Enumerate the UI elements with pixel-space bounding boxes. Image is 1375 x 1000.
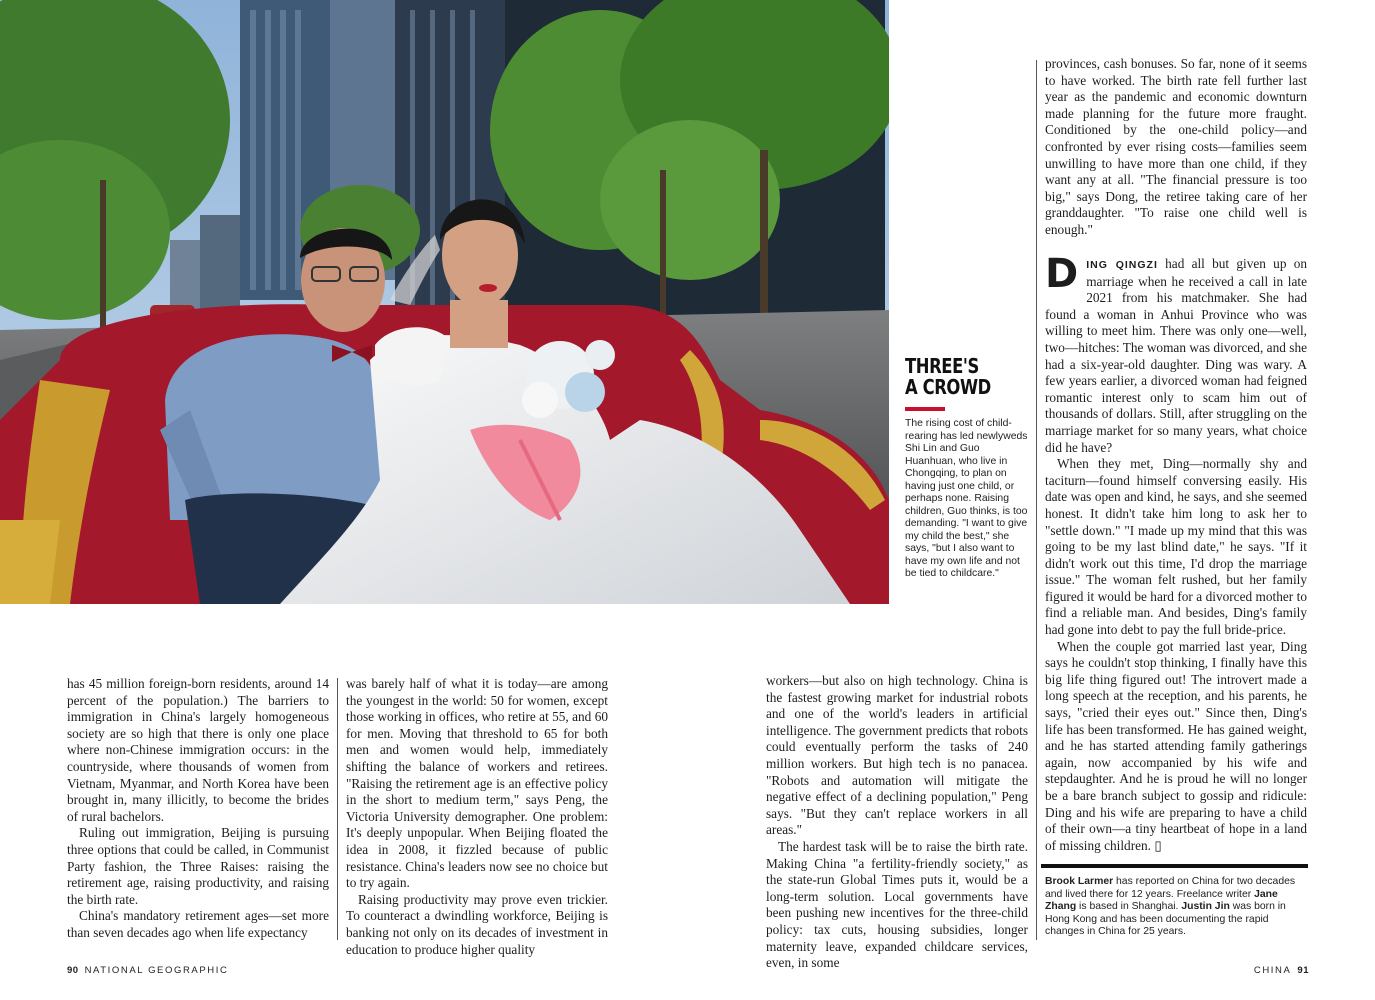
paragraph: The hardest task will be to raise the birth rate. Making China "a fertility-friendly society," as the state-run Global Times puts it, would be a long-term solution. Local governments have been pushing new incentives for the three-child policy: tax cuts, housing subsidies, longer maternity leave, expanded childcare services, even, in some: [766, 838, 1028, 971]
paragraph: Raising productivity may prove even trickier. To counteract a dwindling workforce, Beijing is banking not only on its decades of investment in education to produce higher quality: [346, 891, 608, 957]
caption-text: The rising cost of child-rearing has led newlyweds Shi Lin and Guo Huanhuan, who live in Chongqing, to plan on having just one child, or perhaps none. Raising children, Guo thinks, is too demanding. "I want to give my child the best," she says, "but I also want to have my own life and not be tied to childcare.": [905, 418, 1028, 579]
article-column-1: [67, 676, 329, 942]
page-number-right: 91: [1297, 965, 1309, 976]
magazine-name: NATIONAL GEOGRAPHIC: [84, 965, 229, 976]
paragraph: was barely half of what it is today—are among the youngest in the world: 50 for women, except those working in offices, who retire at 55, and 60 for men. Moving that threshold to 65 for both men and women would help, immediately shifting the balance of workers and retirees. "Raising the retirement age is an effective policy in the short to medium term," says Peng, the Victoria University demographer. One problem: It's deeply unpopular. When Beijing floated the idea in 2008, it fizzled because of public resistance. China's leaders now see no choice but to try again.: [346, 676, 608, 891]
caption-title: [905, 356, 995, 398]
footer-left: [67, 965, 228, 976]
wedding-carriage-photo: [0, 0, 889, 604]
bio-text: is based in Shanghai.: [1076, 901, 1182, 913]
paragraph-with-drop-cap: [1045, 251, 1308, 456]
bio-text: has reported on China for two decades and lived there for 12 years. Freelance writer: [1045, 876, 1296, 900]
feature-photo: [0, 0, 889, 604]
caption-accent-bar: [905, 407, 945, 411]
paragraph-text: had all but given up on marriage when he received a call in late 2021 from his matchmaker. She had found a woman in Anhui Province who was willing to meet him. There was only one—well, two—hitches: The woman was divorced, and she had a six-year-old daughter. Ding was wary. A few years earlier, a divorced woman had feigned romantic interest only to scam him out of thousands of dollars. Still, after struggling on the marriage market for so many years, what choice did he have?: [1045, 256, 1308, 455]
section-name: CHINA: [1253, 965, 1292, 976]
paragraph: Ruling out immigration, Beijing is pursuing three options that could be called, in Communist Party fashion, the Three Raises: raising the retirement age, raising productivity, and raising the birth rate.: [67, 825, 329, 907]
article-column-3: [766, 673, 1028, 972]
contributor-name: Justin Jin: [1181, 901, 1230, 913]
paragraph: When they met, Ding—normally shy and taciturn—found himself conversing easily. His date was open and kind, he says, and she seemed honest. It didn't take him long to ask her to "settle down." "I made up my mind that this was going to be my last blind date," he says. "If it didn't work out this time, I'd drop the marriage issue." The woman felt rushed, but her family figured it would be hard for a divorced mother to find a reliable man. And besides, Ding's family had gone into debt to pay the full bride-price.: [1045, 456, 1307, 638]
lead-in: ING QINGZI: [1086, 259, 1158, 271]
bio-rule: [1041, 864, 1308, 868]
paragraph: When the couple got married last year, Ding says he couldn't stop thinking, I finally have this big life thing figured out! The introvert made a long speech at the reception, and his parents, he says, "cried their eyes out." Since then, Ding's life has been transformed. He has gained weight, and he has started attending family gatherings again, now accompanied by his wife and stepdaughter. And he is proud he will no longer be a bare branch subject to gossip and ridicule: Ding and his wife are preparing to have a child of their own—a tiny heartbeat of hope in a land of missing children. ▯: [1045, 638, 1307, 853]
article-column-2: [346, 676, 608, 958]
column-divider: [337, 678, 338, 940]
paragraph: workers—but also on high technology. China is the fastest growing market for industrial robots and one of the world's leaders in artificial intelligence. The government predicts that robots could eventually perform the tasks of 240 million workers. But high tech is no panacea. "Robots and automation will mitigate the negative effect of a declining population," Peng says. "But they can't replace workers in all areas.": [766, 673, 1028, 838]
caption-title-line-2: A CROWD: [905, 375, 991, 399]
caption-title-line-1: THREE'S: [905, 354, 979, 378]
column-divider: [1036, 60, 1037, 940]
article-column-4-continued: [1045, 251, 1308, 854]
article-column-4: [1045, 56, 1307, 239]
drop-cap: D: [1045, 251, 1079, 297]
contributor-bio: [1045, 876, 1310, 939]
paragraph: China's mandatory retirement ages—set more than seven decades ago when life expectancy: [67, 908, 329, 940]
footer-right: [1254, 965, 1309, 976]
paragraph: provinces, cash bonuses. So far, none of it seems to have worked. The birth rate fell further last year as the pandemic and economic downturn made planning for the future more fraught. Conditioned by the one-child policy—and confronted by ever rising costs—families seem unwilling to have more than one child, if they want any at all. "The financial pressure is too big," says Dong, the retiree taking care of her granddaughter. "To raise one child well is enough.": [1045, 56, 1307, 237]
contributor-name: Jane Zhang: [1045, 888, 1278, 913]
contributor-name: Brook Larmer: [1045, 876, 1114, 887]
paragraph: has 45 million foreign-born residents, around 14 percent of the population.) The barriers to immigration in China's largely homogeneous society are so high that there is only one place where non-Chinese immigration occurs: in the countryside, where thousands of women from Vietnam, Myanmar, and North Korea have been brought in, many illicitly, to become the brides of rural bachelors.: [67, 676, 329, 824]
bio-text: was born in Hong Kong and has been documenting the rapid changes in China for 25 years.: [1045, 901, 1286, 938]
page-number-left: 90: [67, 965, 79, 976]
